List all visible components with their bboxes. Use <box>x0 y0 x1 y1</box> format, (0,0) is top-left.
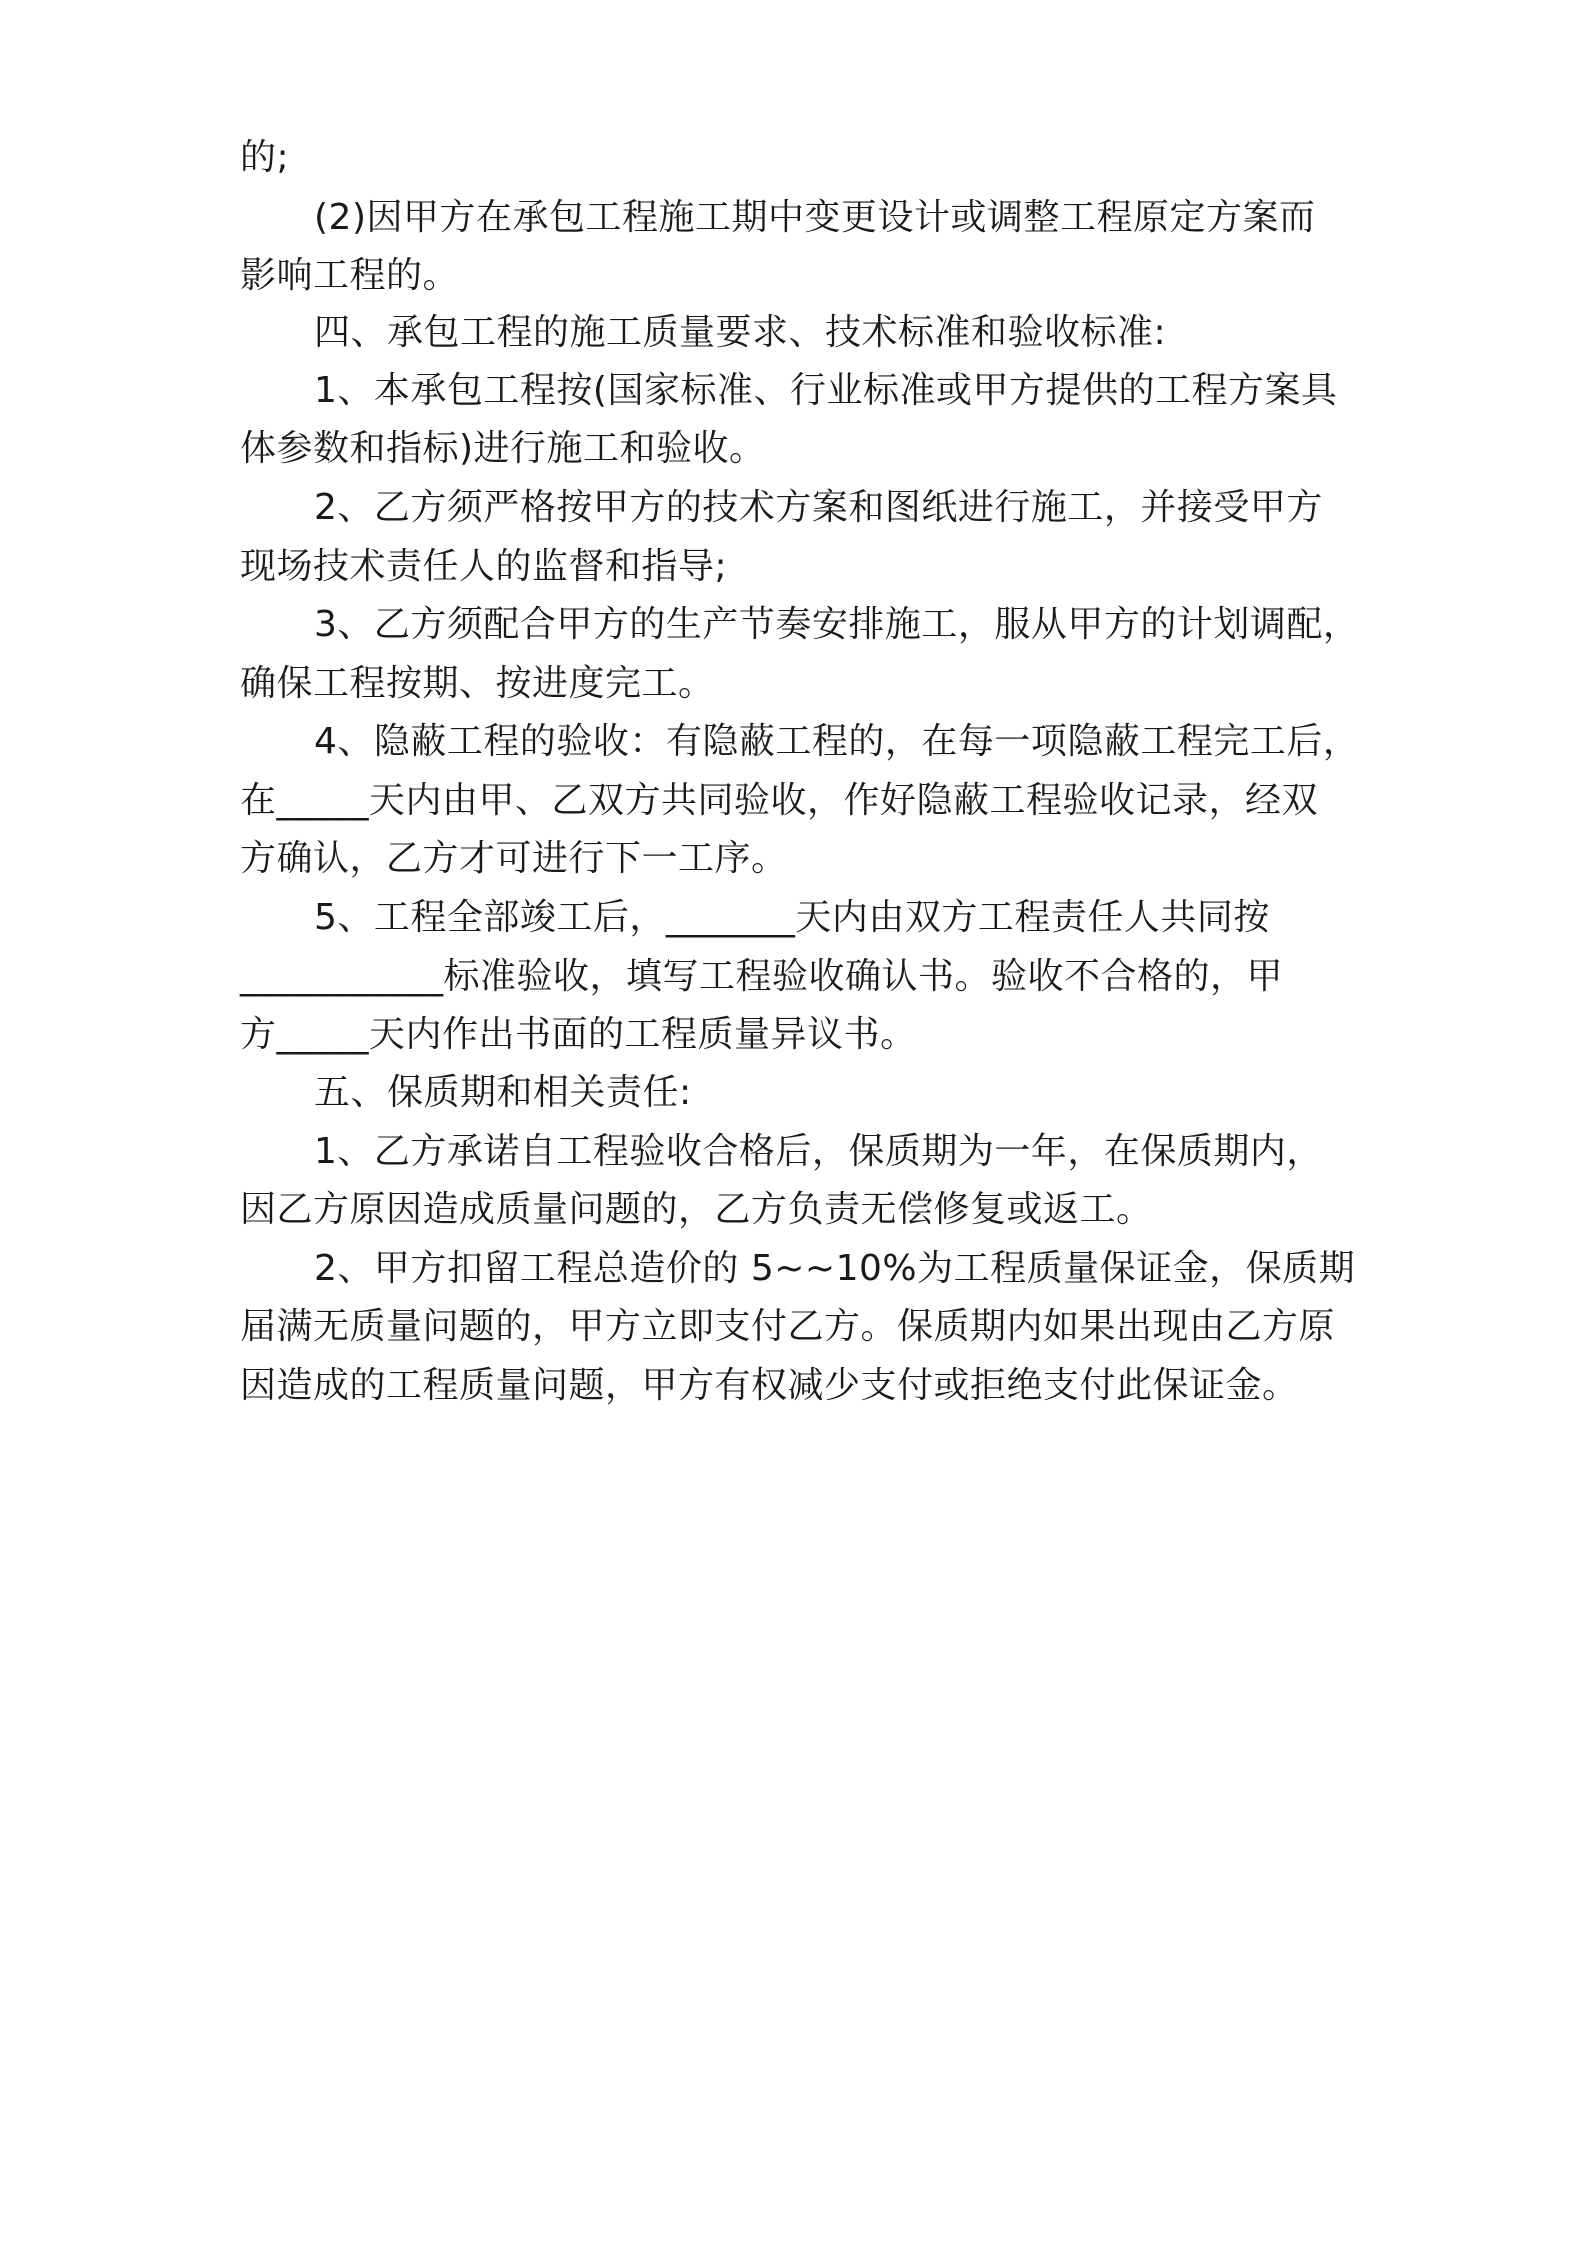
text-line: 的; <box>240 137 290 178</box>
text-line: 3、乙方须配合甲方的生产节奏安排施工，服从甲方的计划调配， <box>314 604 1360 645</box>
section-heading: 五、保质期和相关责任: <box>314 1072 692 1113</box>
text-line: 4、隐蔽工程的验收：有隐蔽工程的，在每一项隐蔽工程完工后， <box>314 721 1360 762</box>
text-line: 方_____天内作出书面的工程质量异议书。 <box>240 1014 917 1055</box>
text-line: 2、甲方扣留工程总造价的 5~~10%为工程质量保证金，保质期 <box>314 1248 1356 1289</box>
text-line: ___________标准验收，填写工程验收确认书。验收不合格的，甲 <box>240 956 1284 997</box>
text-line: 现场技术责任人的监督和指导; <box>240 546 728 587</box>
text-line: (2)因甲方在承包工程施工期中变更设计或调整工程原定方案而 <box>314 197 1316 238</box>
section-heading: 四、承包工程的施工质量要求、技术标准和验收标准: <box>314 312 1167 353</box>
text-line: 体参数和指标)进行施工和验收。 <box>240 428 766 469</box>
text-line: 影响工程的。 <box>240 255 460 296</box>
text-line: 1、本承包工程按(国家标准、行业标准或甲方提供的工程方案具 <box>314 370 1338 411</box>
text-line: 5、工程全部竣工后，_______天内由双方工程责任人共同按 <box>314 897 1270 938</box>
text-line: 在_____天内由甲、乙双方共同验收，作好隐蔽工程验收记录，经双 <box>240 780 1319 821</box>
text-line: 届满无质量问题的，甲方立即支付乙方。保质期内如果出现由乙方原 <box>240 1306 1336 1347</box>
text-line: 因造成的工程质量问题，甲方有权减少支付或拒绝支付此保证金。 <box>240 1365 1299 1406</box>
text-line: 2、乙方须严格按甲方的技术方案和图纸进行施工，并接受甲方 <box>314 487 1323 528</box>
text-line: 确保工程按期、按进度完工。 <box>240 663 715 704</box>
text-line: 1、乙方承诺自工程验收合格后，保质期为一年，在保质期内， <box>314 1131 1323 1172</box>
text-line: 方确认，乙方才可进行下一工序。 <box>240 838 788 879</box>
text-line: 因乙方原因造成质量问题的，乙方负责无偿修复或返工。 <box>240 1189 1153 1230</box>
